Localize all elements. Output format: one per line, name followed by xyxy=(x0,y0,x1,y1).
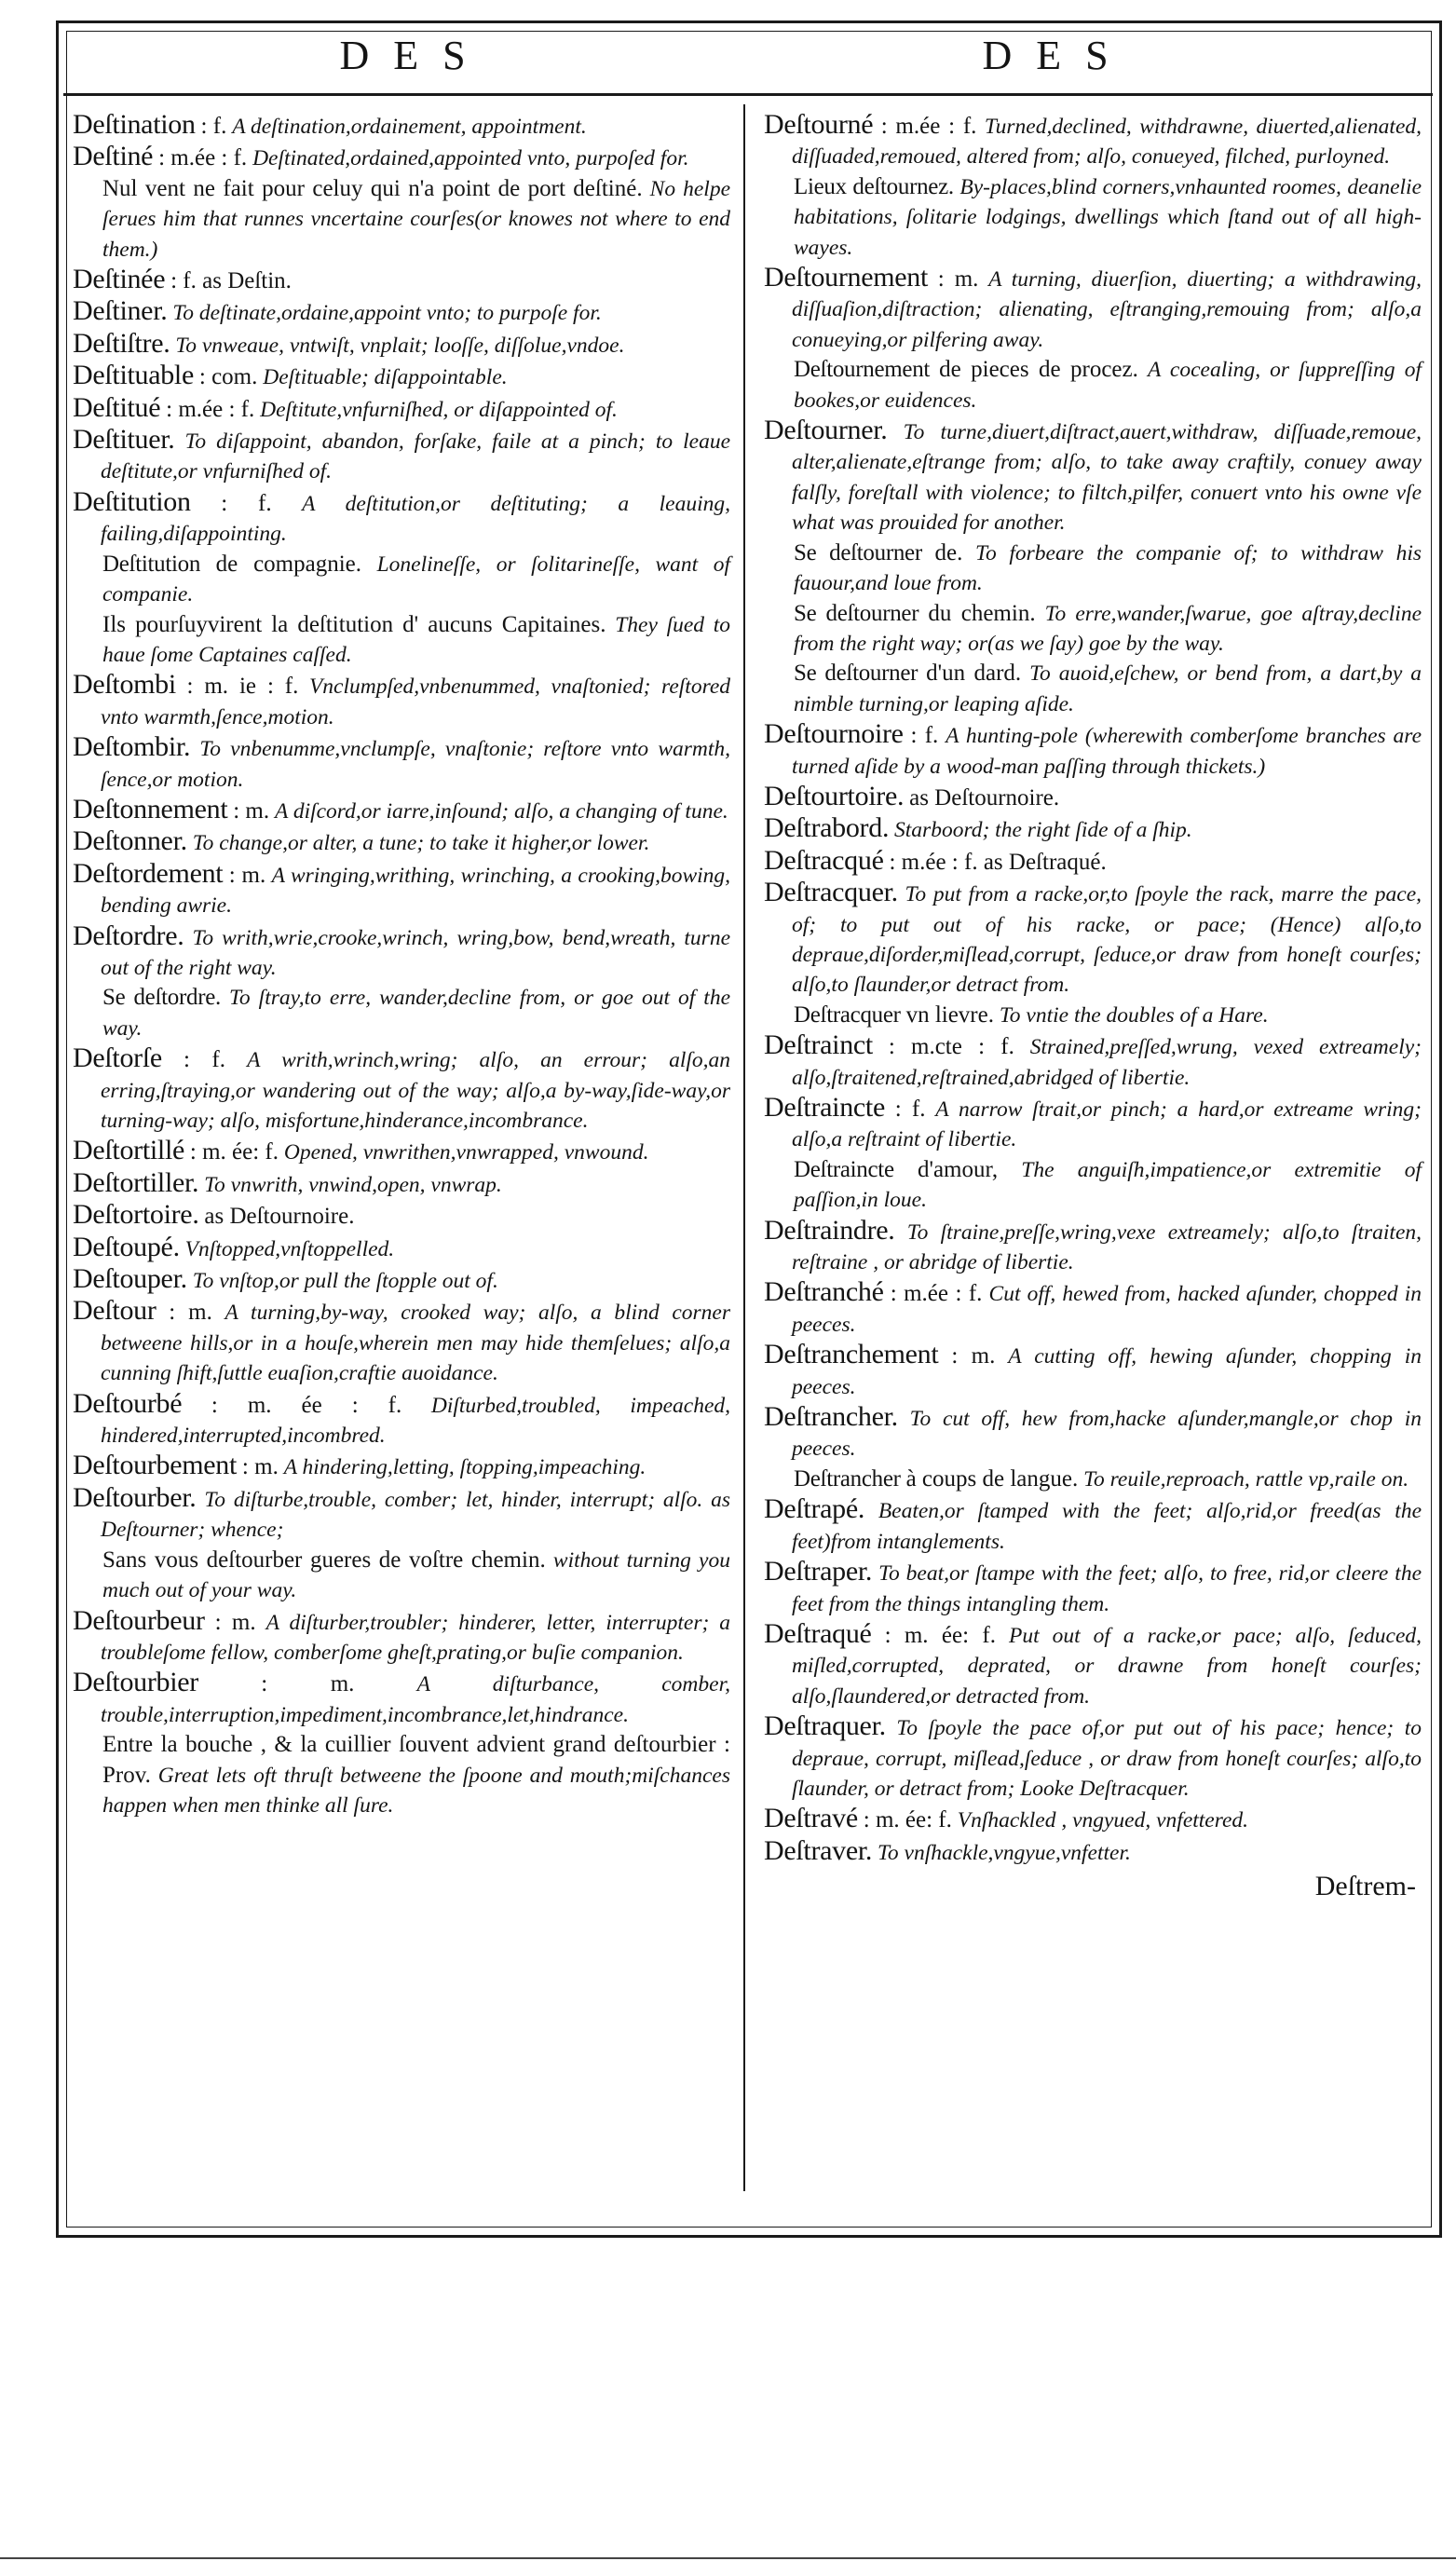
entry-headword: Deſtortiller. xyxy=(73,1166,199,1198)
entry-headword: Deſtourbier xyxy=(73,1667,198,1698)
dictionary-entry xyxy=(764,538,1422,599)
entry-headword: Deſtoupé. xyxy=(73,1231,180,1262)
entry-headword: Se deſtourner xyxy=(794,661,919,687)
entry-grammar: d'un dard. xyxy=(926,661,1022,687)
entry-grammar: Ils pourſuyvirent la deſtitution d' aucuns Capitaines. xyxy=(102,611,606,637)
entry-gloss: A diſcord,or iarre,inſound; alſo, a changing of tune. xyxy=(275,798,728,824)
dictionary-entry xyxy=(73,1043,730,1136)
entry-headword: Deſtourbé xyxy=(73,1387,183,1419)
entry-gloss: Opened, vnwrithen,vnwrapped, vnwound. xyxy=(283,1140,649,1165)
entry-gloss: They ſued to haue ſome Captaines caſſed. xyxy=(102,612,731,667)
dictionary-entry xyxy=(73,1546,730,1606)
entry-gloss: Vnclumpſed,vnbenummed, vnaſtonied; reſtored vnto warmth,ſence,motion. xyxy=(101,674,731,729)
dictionary-entry xyxy=(73,610,730,671)
dictionary-entry xyxy=(73,859,730,921)
entry-headword: Deſtraver. xyxy=(764,1834,873,1866)
entry-grammar: as Deſtournoire. xyxy=(909,784,1060,811)
entry-headword: Deſtitué xyxy=(73,391,161,423)
entry-headword: Se deſtourner xyxy=(794,539,922,565)
entry-headword: Deſtrancher xyxy=(794,1465,901,1492)
entry-headword: Deſtrainct xyxy=(764,1029,873,1061)
dictionary-entry xyxy=(73,1168,730,1200)
entry-grammar: : f. xyxy=(200,114,227,139)
entry-headword: Deſtracquer. xyxy=(764,877,898,908)
dictionary-entry xyxy=(764,813,1422,845)
entry-grammar: : m.ée : f. xyxy=(880,114,977,139)
dictionary-entry xyxy=(764,719,1422,782)
entry-headword: Deſtonnement xyxy=(73,793,228,824)
entry-gloss: To beat,or ſtampe with the feet; alſo, to free, rid,or cleere the feet from the things intangling them. xyxy=(792,1561,1422,1616)
dictionary-entry xyxy=(764,1711,1422,1804)
entry-gloss: A cocealing, or ſuppreſſing of bookes,or euidences. xyxy=(794,358,1422,413)
entry-headword: Deſtranchement xyxy=(764,1339,939,1370)
entry-gloss: To turne,diuert,diſtract,auert,withdraw, diſſuade,remoue, alter,alienate,eſtrange from; alſo, to take away craftily, conuey away falſly, foreſtall with violence; to filtch,pilfer, conuert vnto his owne vſe what was prouided for another. xyxy=(792,420,1422,536)
entry-gloss: To diſappoint, abandon, forſake, faile at a pinch; to leaue deſtitute,or vnfurniſhed of. xyxy=(101,429,731,484)
entry-gloss: To erre,wander,ſwarue, goe aſtray,decline from the right way; or(as we ſay) goe by the way. xyxy=(794,601,1422,656)
dictionary-entry xyxy=(764,416,1422,538)
entry-grammar: Nul vent ne fait pour celuy qui n'a point de port deſtiné. xyxy=(102,175,643,201)
entry-headword: Deſtiner. xyxy=(73,295,168,327)
entry-gloss: A writh,wrinch,wring; alſo, an errour; alſo,an erring,ſtraying,or wandering out of the way; alſo,a by-way,ſide-way,or turning-way; alſo, misfortune,hinderance,incombrance. xyxy=(101,1048,730,1133)
entry-grammar: : f. xyxy=(910,723,939,749)
entry-gloss: To change,or alter, a tune; to take it higher,or lower. xyxy=(192,831,650,856)
entry-grammar: : m. xyxy=(241,1454,279,1480)
dictionary-entry xyxy=(764,1030,1422,1093)
dictionary-entry xyxy=(73,921,730,984)
entry-grammar: : m. ée: f. xyxy=(863,1807,952,1833)
dictionary-entry xyxy=(764,1155,1422,1216)
dictionary-entry xyxy=(73,1730,730,1820)
dictionary-entry xyxy=(73,670,730,732)
entry-gloss: A wringing,writhing, wrinching, a crooking,bowing, bending awrie. xyxy=(101,863,731,919)
dictionary-entry xyxy=(764,1836,1422,1868)
entry-gloss: Deſtinated,ordained,appointed vnto, purpoſed for. xyxy=(252,146,689,171)
dictionary-entry xyxy=(764,1402,1422,1465)
entry-gloss: No helpe ſerues him that runnes vncertaine courſes(or knowes not where to end them.) xyxy=(102,176,730,262)
dictionary-entry xyxy=(764,1494,1422,1557)
entry-gloss: A hindering,letting, ſtopping,impeaching. xyxy=(283,1455,646,1480)
dictionary-entry xyxy=(73,1606,730,1669)
entry-grammar: : m. ie : f. xyxy=(186,674,299,700)
dictionary-entry xyxy=(73,142,730,173)
entry-gloss: Strained,preſſed,wrung, vexed extreamely; alſo,ſtraitened,reſtrained,abridged of libertie. xyxy=(792,1035,1422,1090)
entry-gloss: A diſturbance, comber, trouble,interruption,impediment,incombrance,let,hindrance. xyxy=(101,1672,730,1727)
entry-headword: Deſtitution xyxy=(73,485,191,517)
entry-headword: Deſtournoire xyxy=(764,718,904,750)
entry-headword: Deſtordre. xyxy=(73,920,184,951)
dictionary-entry xyxy=(764,1557,1422,1619)
entry-grammar: de pieces de procez. xyxy=(939,357,1138,383)
catchword: Deſtrem- xyxy=(1314,1871,1416,1901)
entry-gloss: Diſturbed,troubled, impeached, hindered,interrupted,incombred. xyxy=(101,1393,731,1449)
entry-headword: Deſtraindre. xyxy=(764,1214,895,1246)
right-column xyxy=(764,110,1422,1868)
dictionary-entry xyxy=(764,1465,1422,1494)
dictionary-entry xyxy=(73,361,730,392)
dictionary-entry xyxy=(73,983,730,1043)
entry-gloss: To vntie the doubles of a Hare. xyxy=(999,1002,1269,1028)
column-divider xyxy=(743,104,745,2191)
entry-gloss: Vnſtopped,vnſtoppelled. xyxy=(184,1236,395,1261)
dictionary-entry xyxy=(764,1277,1422,1340)
entry-headword: Deſtitution xyxy=(102,551,201,577)
entry-gloss: To diſturbe,trouble, comber; let, hinder, interrupt; alſo. as Deſtourner; whence; xyxy=(101,1487,731,1543)
entry-gloss: Deſtitute,vnfurniſhed, or diſappointed of. xyxy=(260,397,618,422)
entry-headword: Deſtordement xyxy=(73,857,224,889)
dictionary-entry xyxy=(73,1389,730,1451)
entry-gloss: A deſtitution,or deſtituting; a leauing, failing,diſappointing. xyxy=(101,491,731,547)
entry-headword: Deſtortoire. xyxy=(73,1199,199,1231)
entry-gloss: A turning,by-way, crooked way; alſo, a blind corner betweene hills,or in a houſe,wherein men may hide themſelues; alſo,a cunning ſhift,ſuttle euaſion,craftie auoidance. xyxy=(101,1301,730,1386)
entry-gloss: To deſtinate,ordaine,appoint vnto; to purpoſe for. xyxy=(172,301,602,326)
dictionary-entry xyxy=(764,782,1422,813)
entry-gloss: To writh,wrie,crooke,wrinch, wring,bow, bend,wreath, turne out of the right way. xyxy=(101,925,730,980)
entry-grammar: : f. xyxy=(894,1097,926,1122)
entry-headword: Deſtraquer. xyxy=(764,1710,886,1742)
entry-gloss: To vnwrith, vnwind,open, vnwrap. xyxy=(204,1172,502,1197)
entry-gloss: Vnſhackled , vngyued, vnfettered. xyxy=(957,1808,1249,1833)
dictionary-entry xyxy=(764,355,1422,416)
entry-gloss: Cut off, hewed from, hacked aſunder, chopped in peeces. xyxy=(792,1282,1422,1337)
entry-grammar: : m. xyxy=(233,797,270,824)
entry-grammar: : m. ée: f. xyxy=(189,1139,279,1165)
dictionary-entry xyxy=(764,1001,1422,1030)
dictionary-entry xyxy=(764,846,1422,878)
entry-headword: Deſtranché xyxy=(764,1276,884,1308)
dictionary-entry xyxy=(73,174,730,265)
entry-headword: Deſtonner. xyxy=(73,825,187,857)
entry-grammar: vn lievre. xyxy=(905,1001,994,1028)
entry-gloss: A turning, diuerſion, diuerting; a withdrawing, diſſuaſion,diſtraction; alienating, eſtranging,remouing from; alſo,a conueying,or pilfering away. xyxy=(792,267,1422,352)
running-head-right: DES xyxy=(982,33,1133,78)
entry-gloss: A narrow ſtrait,or pinch; a hard,or extreame wring; alſo,a reſtraint of libertie. xyxy=(792,1097,1422,1152)
running-head-left: DES xyxy=(339,33,490,78)
entry-gloss: To put from a racke,or,to ſpoyle the rack, marre the pace, of; to put out of his racke, or pace; (Hence) alſo,to depraue,diſorder,miſlead,corrupt, ſeduce,or draw from honeſt courſes; alſo,to ſlaunder,or detract from. xyxy=(792,882,1422,998)
entry-gloss: To vnbenumme,vnclumpſe, vnaſtonie; reſtore vnto warmth, ſence,or motion. xyxy=(101,737,731,792)
entry-grammar: : m.ée : f. xyxy=(166,396,255,422)
entry-gloss: Deſtituable; diſappointable. xyxy=(263,365,508,390)
entry-grammar: : m. xyxy=(228,862,266,888)
entry-grammar: : m.cte : f. xyxy=(888,1034,1014,1060)
entry-headword: Se deſtordre. xyxy=(102,985,221,1011)
entry-headword: Deſtinée xyxy=(73,264,166,295)
entry-gloss: To ſtray,to erre, wander,decline from, or goe out of the way. xyxy=(102,986,731,1041)
entry-headword: Deſtination xyxy=(73,109,196,140)
entry-grammar: : f. xyxy=(184,1047,225,1073)
entry-gloss: To vnweaue, vntwiſt, vnplait; looſſe, diſſolue,vndoe. xyxy=(175,333,625,358)
entry-grammar: : m. ée : f. xyxy=(211,1392,402,1418)
entry-gloss: Lonelineſſe, or ſolitarineſſe, want of companie. xyxy=(102,552,731,607)
entry-gloss: To forbeare the companie of; to withdraw his fauour,and loue from. xyxy=(794,540,1422,596)
entry-grammar: à coups de langue. xyxy=(905,1465,1079,1492)
entry-headword: Deſtraincte xyxy=(764,1092,885,1123)
entry-headword: Deſtiſtre. xyxy=(73,327,170,359)
entry-gloss: To vnſtop,or pull the ſtopple out of. xyxy=(192,1269,498,1294)
dictionary-entry xyxy=(73,1264,730,1296)
entry-grammar: du chemin. xyxy=(928,600,1036,626)
dictionary-entry xyxy=(73,329,730,361)
dictionary-entry xyxy=(73,1668,730,1730)
entry-grammar: Entre la bouche , & la cuillier ſouvent advient grand deſtourbier : Prov. xyxy=(102,1732,730,1788)
dictionary-entry xyxy=(73,393,730,425)
entry-headword: Deſtortillé xyxy=(73,1135,184,1166)
entry-headword: Lieux deſtournez. xyxy=(794,173,954,199)
dictionary-entry xyxy=(764,172,1422,263)
entry-gloss: A diſturber,troubler; hinderer, letter, interrupter; a troubleſome fellow, comberſome gheſt,prating,or buſie companion. xyxy=(101,1610,731,1665)
entry-grammar: : com. xyxy=(198,364,258,390)
entry-headword: Deſtourtoire. xyxy=(764,780,905,811)
entry-grammar: de compagnie. xyxy=(215,551,362,577)
dictionary-entry xyxy=(764,878,1422,1001)
entry-grammar: as Deſtournoire. xyxy=(204,1204,355,1230)
entry-grammar: : m. xyxy=(214,1609,256,1635)
entry-gloss: By-places,blind corners,vnhaunted roomes, deanelie habitations, ſolitarie lodgings, dwellings which ſtand out of all high-wayes. xyxy=(794,174,1422,260)
entry-headword: Deſtituable xyxy=(73,360,194,391)
entry-headword: Deſtrancher. xyxy=(764,1401,898,1433)
entry-headword: Deſtourber. xyxy=(73,1481,197,1513)
entry-gloss: To auoid,eſchew, or bend from, a dart,by a nimble turning,or leaping aſide. xyxy=(794,661,1422,716)
dictionary-entry xyxy=(764,1804,1422,1835)
entry-headword: Deſtourner. xyxy=(764,415,888,446)
dictionary-entry xyxy=(73,795,730,826)
dictionary-entry xyxy=(73,826,730,858)
left-column xyxy=(73,110,730,1820)
entry-grammar: : m.ée : f. xyxy=(890,1281,983,1307)
entry-grammar: : m. ée: f. xyxy=(884,1622,996,1648)
entry-headword: Deſtraqué xyxy=(764,1617,872,1649)
entry-headword: Deſtraincte xyxy=(794,1156,894,1182)
entry-gloss: Beaten,or ſtamped with the feet; alſo,rid,or freed(as the feet)from intanglements. xyxy=(792,1499,1422,1554)
entry-headword: Deſtouper. xyxy=(73,1263,187,1295)
entry-gloss: Put out of a racke,or pace; alſo, ſeduced, miſled,corrupted, deprated, or drawne from honeſt courſes; alſo,ſlaundered,or detracted from. xyxy=(792,1623,1422,1709)
entry-gloss: To reuile,reproach, rattle vp,raile on. xyxy=(1083,1466,1409,1492)
entry-gloss: To vnſhackle,vngyue,vnfetter. xyxy=(877,1840,1131,1865)
entry-headword: Deſtraper. xyxy=(764,1556,873,1587)
entry-headword: Se deſtourner xyxy=(794,600,919,626)
dictionary-entry xyxy=(73,1451,730,1482)
entry-grammar: : m.ée : f. as Deſtraqué. xyxy=(889,849,1107,875)
dictionary-entry xyxy=(73,1136,730,1167)
entry-headword: Deſtournement xyxy=(794,357,931,383)
entry-gloss: To cut off, hew from,hacke aſunder,mangle,or chop in peeces. xyxy=(792,1407,1422,1462)
entry-gloss: A hunting-pole (wherewith comberſome branches are turned aſide by a wood-man paſſing through thickets.) xyxy=(792,724,1422,779)
entry-headword: Deſtournement xyxy=(764,262,929,293)
entry-gloss: A deſtination,ordainement, appointment. xyxy=(232,115,587,139)
entry-grammar: : m. xyxy=(169,1300,212,1326)
dictionary-entry xyxy=(764,1619,1422,1711)
dictionary-entry xyxy=(764,1093,1422,1155)
entry-gloss: The anguiſh,impatience,or extremitie of paſſion,in loue. xyxy=(794,1157,1422,1213)
page-bottom-rule xyxy=(0,2557,1456,2559)
entry-headword: Deſtracqué xyxy=(764,844,884,876)
entry-headword: Deſtourbeur xyxy=(73,1604,205,1636)
dictionary-entry xyxy=(73,1233,730,1264)
entry-headword: Deſtiné xyxy=(73,141,154,172)
entry-headword: Deſtrapé. xyxy=(764,1493,865,1525)
entry-headword: Deſtracquer xyxy=(794,1001,901,1028)
entry-gloss: Starboord; the right ſide of a ſhip. xyxy=(894,818,1192,843)
dictionary-entry xyxy=(73,425,730,487)
dictionary-entry xyxy=(73,110,730,142)
dictionary-entry xyxy=(73,1200,730,1232)
entry-grammar: : f. xyxy=(221,490,272,516)
dictionary-entry xyxy=(73,487,730,550)
entry-grammar: de. xyxy=(934,539,963,565)
entry-gloss: To ſtraine,preſſe,wring,vexe extreamely; alſo,to ſtraiten, reſtraine , or abridge of libertie. xyxy=(792,1219,1422,1275)
entry-grammar: d'amour, xyxy=(917,1156,999,1182)
dictionary-entry xyxy=(73,1483,730,1546)
dictionary-entry xyxy=(73,265,730,296)
dictionary-entry xyxy=(73,296,730,328)
entry-gloss: without turning you much out of your way. xyxy=(102,1547,730,1603)
entry-grammar: Sans vous deſtourber gueres de voſtre chemin. xyxy=(102,1546,546,1573)
dictionary-entry xyxy=(764,1216,1422,1278)
entry-grammar: : f. as Deſtin. xyxy=(170,268,292,294)
entry-grammar: : m. xyxy=(261,1671,355,1697)
entry-headword: Deſtorſe xyxy=(73,1042,162,1074)
dictionary-entry xyxy=(73,1296,730,1388)
entry-headword: Deſtravé xyxy=(764,1803,858,1834)
entry-gloss: To ſpoyle the pace of,or put out of his pace; hence; to depraue, corrupt, miſlead,ſeduce , or draw from honeſt courſes; alſo,to ſlaunder, or detract from; Looke Deſtracquer. xyxy=(792,1716,1422,1801)
entry-gloss: Great lets oft thruſt betweene the ſpoone and mouth;miſchances happen when men thinke all ſure. xyxy=(102,1763,730,1818)
dictionary-entry xyxy=(764,1340,1422,1402)
dictionary-entry xyxy=(764,599,1422,660)
dictionary-entry xyxy=(73,732,730,795)
dictionary-entry xyxy=(764,263,1422,355)
entry-headword: Deſtombir. xyxy=(73,731,191,763)
header-rule xyxy=(63,93,1433,96)
entry-headword: Deſtourné xyxy=(764,109,874,140)
dictionary-entry xyxy=(764,110,1422,172)
entry-gloss: Turned,declined, withdrawne, diuerted,alienated, diſſuaded,remoued, altered from; alſo, conueyed, filched, purloyned. xyxy=(792,115,1422,170)
entry-gloss: A cutting off, hewing aſunder, chopping in peeces. xyxy=(792,1344,1422,1399)
entry-grammar: : m. xyxy=(951,1343,996,1369)
entry-grammar: : m.ée : f. xyxy=(158,145,248,171)
entry-grammar: : m. xyxy=(937,266,979,293)
entry-headword: Deſtourbement xyxy=(73,1450,238,1481)
entry-headword: Deſtituer. xyxy=(73,424,175,456)
entry-headword: Deſtrabord. xyxy=(764,812,890,844)
entry-headword: Deſtombi xyxy=(73,669,176,701)
dictionary-entry xyxy=(73,550,730,610)
dictionary-entry xyxy=(764,659,1422,719)
entry-headword: Deſtour xyxy=(73,1295,156,1327)
